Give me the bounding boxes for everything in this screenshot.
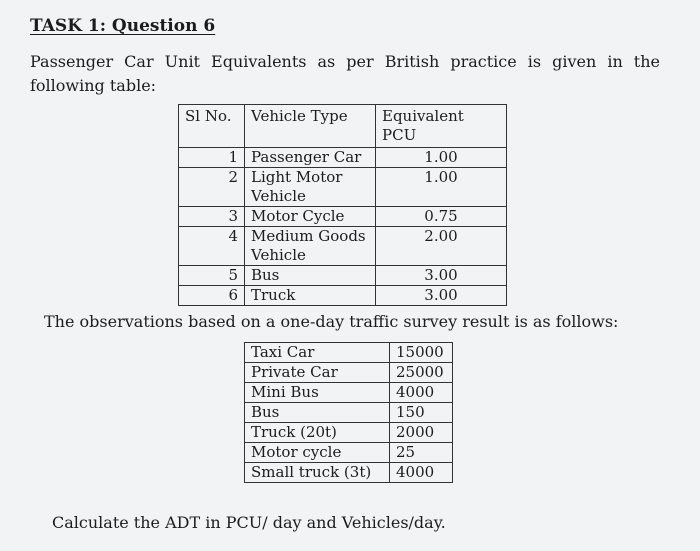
vehicle-type-cell: Light Motor Vehicle [245, 168, 376, 207]
pcu-cell: 3.00 [376, 266, 507, 286]
survey-vehicle-cell: Mini Bus [245, 383, 390, 403]
table-row [179, 148, 507, 168]
survey-vehicle-cell: Motor cycle [245, 443, 390, 463]
table-row [179, 266, 507, 286]
pcu-cell: 1.00 [376, 148, 507, 168]
survey-vehicle-cell: Truck (20t) [245, 423, 390, 443]
table-row [245, 343, 453, 363]
observation-text: The observations based on a one-day traffic survey result is as follows: [44, 312, 619, 331]
vehicle-type-cell: Bus [245, 266, 376, 286]
survey-vehicle-cell: Small truck (3t) [245, 463, 390, 483]
survey-vehicle-cell: Taxi Car [245, 343, 390, 363]
calculation-prompt: Calculate the ADT in PCU/ day and Vehicles/day. [52, 513, 446, 532]
sl-cell: 6 [179, 286, 245, 306]
survey-count-cell: 4000 [390, 383, 453, 403]
survey-count-cell: 25000 [390, 363, 453, 383]
sl-cell: 5 [179, 266, 245, 286]
table-row [179, 227, 507, 266]
pcu-cell: 3.00 [376, 286, 507, 306]
traffic-survey-table [244, 342, 453, 483]
table-row [245, 383, 453, 403]
table-row [245, 463, 453, 483]
pcu-equivalents-table [178, 104, 507, 306]
pcu-cell: 0.75 [376, 207, 507, 227]
pcu-table-header-row [179, 105, 507, 148]
survey-vehicle-cell: Bus [245, 403, 390, 423]
header-vehicle-type: Vehicle Type [245, 105, 376, 148]
survey-count-cell: 2000 [390, 423, 453, 443]
survey-count-cell: 25 [390, 443, 453, 463]
table-row [179, 168, 507, 207]
table-row [245, 423, 453, 443]
pcu-cell: 1.00 [376, 168, 507, 207]
sl-cell: 1 [179, 148, 245, 168]
survey-count-cell: 4000 [390, 463, 453, 483]
vehicle-type-cell: Passenger Car [245, 148, 376, 168]
pcu-cell: 2.00 [376, 227, 507, 266]
table-row [245, 443, 453, 463]
vehicle-type-cell: Truck [245, 286, 376, 306]
vehicle-type-cell: Motor Cycle [245, 207, 376, 227]
header-equivalent-pcu: Equivalent PCU [376, 105, 507, 148]
table-row [179, 286, 507, 306]
header-sl-no: Sl No. [179, 105, 245, 148]
question-title: TASK 1: Question 6 [30, 16, 216, 36]
table-row [245, 363, 453, 383]
survey-vehicle-cell: Private Car [245, 363, 390, 383]
sl-cell: 2 [179, 168, 245, 207]
sl-cell: 4 [179, 227, 245, 266]
intro-paragraph: Passenger Car Unit Equivalents as per British practice is given in the following table: [30, 52, 660, 95]
sl-cell: 3 [179, 207, 245, 227]
survey-count-cell: 150 [390, 403, 453, 423]
vehicle-type-cell: Medium Goods Vehicle [245, 227, 376, 266]
table-row [245, 403, 453, 423]
table-row [179, 207, 507, 227]
survey-count-cell: 15000 [390, 343, 453, 363]
